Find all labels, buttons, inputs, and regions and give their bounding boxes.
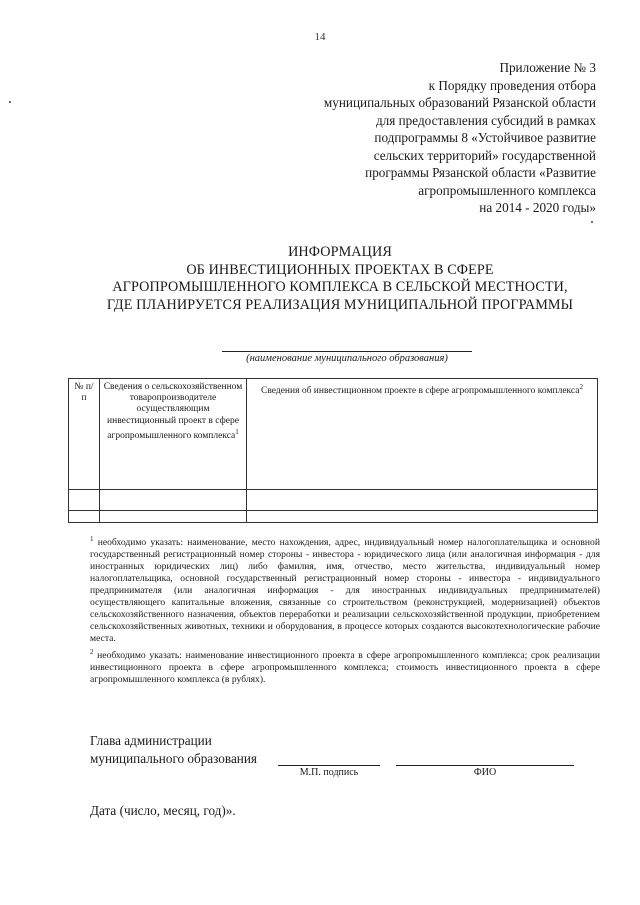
municipality-name-line <box>222 351 472 352</box>
table-cell[interactable] <box>247 511 598 523</box>
col-number-header: № п/п <box>69 379 100 490</box>
table-cell[interactable] <box>247 490 598 511</box>
table-row <box>69 511 598 523</box>
table-header-row <box>69 379 598 490</box>
table-cell[interactable] <box>69 511 100 523</box>
appendix-header <box>236 59 596 217</box>
municipality-caption: (наименование муниципального образования) <box>246 353 448 364</box>
scan-speck <box>9 101 11 103</box>
title-line: ИНФОРМАЦИЯ <box>288 244 392 260</box>
signature-title-line2: муниципального образования <box>90 751 257 766</box>
appendix-line: Приложение № 3 <box>499 60 596 75</box>
appendix-line: сельских территорий» государственной <box>373 147 596 163</box>
appendix-line: к Порядку проведения отбора <box>428 77 596 93</box>
title-line: ОБ ИНВЕСТИЦИОННЫХ ПРОЕКТАХ В СФЕРЕ <box>186 261 494 278</box>
appendix-line: агропромышленного комплекса <box>418 182 596 198</box>
table-cell[interactable] <box>69 490 100 511</box>
stamp-signature-caption: М.П. подпись <box>299 767 359 778</box>
footnote: $^2$ необходимо указать: наименование инвестиционного проекта в сфере агропромышленного комплекса; срок реализации инвестиционного проекта в сфере агропромышленного комплекса; стоимость инвестиционного проекта в сфере агропромышленного комплекса (в рублях). <box>90 648 600 686</box>
scan-speck <box>591 221 593 223</box>
appendix-line: муниципальных образований Рязанской области <box>323 95 596 110</box>
footnote: $^1$ необходимо указать: наименование, место нахождения, адрес, индивидуальный номер налогоплательщика и основной государственный регистрационный номер стороны - инвестора - юридического лица (или аналогичная информация - для иностранных юридических лиц) либо фамилия, имя, отчество, место жительства, индивидуальный номер налогоплательщика, основной государственный регистрационный номер стороны - инвестора - индивидуального предпринимателя (или аналогичная информация - для иностранных индивидуальных предпринимателей) осуществляющего капитальные вложения, связанные со строительством (реконструкцией, модернизацией) объектов сельскохозяйственного назначения, объектов переработки и реализации сельскохозяйственной продукции, приобретением сельскохозяйственных животных, техники и оборудования, в процессе которых создаются высокотехнологические рабочие места. <box>90 535 600 645</box>
title-line: АГРОПРОМЫШЛЕННОГО КОМПЛЕКСА В СЕЛЬСКОЙ МЕСТНОСТИ, <box>112 279 568 295</box>
signature-title-line1: Глава администрации <box>90 733 212 748</box>
table-cell[interactable] <box>100 511 247 523</box>
table-cell[interactable] <box>100 490 247 511</box>
footnotes <box>90 533 600 686</box>
appendix-line: подпрограммы 8 «Устойчивое развитие <box>374 130 596 145</box>
investment-projects-table <box>68 378 598 523</box>
page-number: 14 <box>314 31 326 43</box>
col-project-header: Сведения об инвестиционном проекте в сфере агропромышленного комплекса$^2$ <box>247 379 598 490</box>
title-line: ГДЕ ПЛАНИРУЕТСЯ РЕАЛИЗАЦИЯ МУНИЦИПАЛЬНОЙ ПРОГРАММЫ <box>106 296 574 313</box>
appendix-line: программы Рязанской области «Развитие <box>365 165 596 180</box>
table-row <box>69 490 598 511</box>
appendix-line: на 2014 - 2020 годы» <box>479 200 596 215</box>
date-label: Дата (число, месяц, год)». <box>90 803 236 818</box>
name-caption: ФИО <box>473 767 497 778</box>
signature-line[interactable] <box>278 765 380 766</box>
name-line[interactable] <box>396 765 574 766</box>
appendix-line: для предоставления субсидий в рамках <box>375 112 596 128</box>
document-title <box>80 244 600 314</box>
col-producer-header: Сведения о сельскохозяйственном товаропроизводителе осуществляющим инвестиционный проект в сфере агропромышленного комплекса$^1$ <box>100 379 247 490</box>
